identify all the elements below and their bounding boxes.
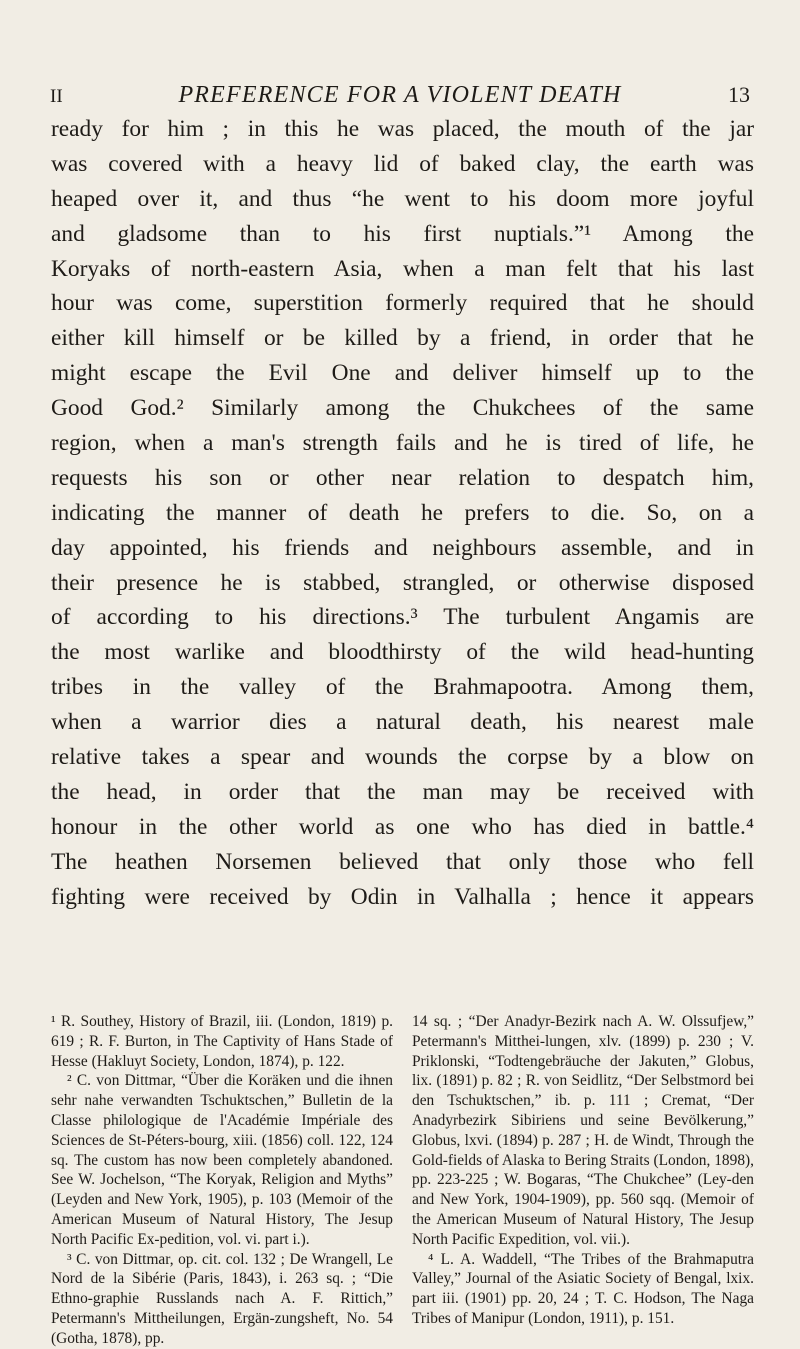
footnotes-left-column xyxy=(51,1012,393,1349)
footnotes-right-column xyxy=(412,1012,754,1349)
running-title: PREFERENCE FOR A VIOLENT DEATH xyxy=(178,82,622,108)
text-line: ready for him ; in this he was placed, the mouth of the jar xyxy=(51,116,754,142)
text-line: when a warrior dies a natural death, his nearest male xyxy=(51,709,754,736)
text-line: their presence he is stabbed, strangled, or otherwise disposed xyxy=(51,569,754,596)
text-line: requests his son or other near relation to despatch him, xyxy=(51,464,754,491)
text-line: of according to his directions.³ The turbulent Angamis are xyxy=(51,604,754,631)
text-line: region, when a man's strength fails and he is tired of life, he xyxy=(51,430,754,457)
footnote-4: ⁴ L. A. Waddell, “The Tribes of the Brahmaputra Valley,” Journal of the Asiatic Society of Bengal, lxix. part iii. (1901) pp. 20, 24 ; T. C. Hodson, The Naga Tribes of Manipur (London, 1911), p. 151. xyxy=(412,1250,754,1327)
footnotes xyxy=(51,1012,754,1349)
text-line: Good God.² Similarly among the Chukchees of the same xyxy=(51,395,754,422)
text-line: the most warlike and bloodthirsty of the wild head-hunting xyxy=(51,639,754,666)
text-line: relative takes a spear and wounds the corpse by a blow on xyxy=(51,744,754,771)
text-line: hour was come, superstition formerly required that he should xyxy=(51,290,754,317)
footnote-2: ² C. von Dittmar, “Über die Koräken und die ihnen sehr nahe verwandten Tschuktschen,” Bulletin de la Classe philologique de l'Académie Impériale des Sciences de St-Péters-bourg, xiii. (1856) coll. 122, 124 sq. The custom has now been completely abandoned. See W. Jochelson, “The Koryak, Religion and Myths” (Leyden and New York, 1905), p. 103 (Memoir of the American Museum of Natural History, The Jesup North Pacific Ex-pedition, vol. vi. part i.). xyxy=(51,1072,393,1248)
text-line: indicating the manner of death he prefers to die. So, on a xyxy=(51,499,754,526)
text-line: tribes in the valley of the Brahmapootra. Among them, xyxy=(51,674,754,701)
main-text xyxy=(51,112,754,914)
footnote-3: ³ C. von Dittmar, op. cit. col. 132 ; De Wrangell, Le Nord de la Sibérie (Paris, 1843), i. 263 sq. ; “Die Ethno-graphie Russlands nach A. F. Rittich,” Petermann's Mittheilungen, Ergän-zungsheft, No. 54 (Gotha, 1878), pp. xyxy=(51,1250,393,1347)
text-line: either kill himself or be killed by a friend, in order that he xyxy=(51,325,754,352)
text-line: and gladsome than to his first nuptials.”¹ Among the xyxy=(51,220,754,247)
chapter-number: II xyxy=(50,86,63,107)
text-line: The heathen Norsemen believed that only those who fell xyxy=(51,848,754,875)
running-header xyxy=(50,82,750,112)
text-line: day appointed, his friends and neighbours assemble, and in xyxy=(51,534,754,561)
text-line: might escape the Evil One and deliver himself up to the xyxy=(51,360,754,387)
footnote-1: ¹ R. Southey, History of Brazil, iii. (London, 1819) p. 619 ; R. F. Burton, in The Captivity of Hans Stade of Hesse (Hakluyt Society, London, 1874), p. 122. xyxy=(51,1013,393,1070)
text-line: the head, in order that the man may be received with xyxy=(51,778,754,805)
text-line: honour in the other world as one who has died in battle.⁴ xyxy=(51,813,754,840)
text-line: Koryaks of north-eastern Asia, when a man felt that his last xyxy=(51,255,754,282)
footnote-3-continued: 14 sq. ; “Der Anadyr-Bezirk nach A. W. Olssufjew,” Petermann's Mitthei-lungen, xlv. (1899) p. 230 ; V. Priklonski, “Todtengebräuche der Jakuten,” Globus, lix. (1891) p. 82 ; R. von Seidlitz, “Der Selbstmord bei den Tschuktschen,” ib. p. 111 ; Cremat, “Der Anadyrbezirk Sibiriens und seine Bevölkerung,” Globus, lxvi. (1894) p. 287 ; H. de Windt, Through the Gold-fields of Alaska to Bering Straits (London, 1898), pp. 223-225 ; W. Bogaras, “The Chukchee” (Ley-den and New York, 1904-1909), pp. 560 sqq. (Memoir of the American Museum of Natural History, The Jesup North Pacific Expedition, vol. vii.). xyxy=(412,1013,754,1248)
page-number: 13 xyxy=(728,82,750,107)
text-line: heaped over it, and thus “he went to his doom more joyful xyxy=(51,185,754,212)
text-line: fighting were received by Odin in Valhalla ; hence it appears xyxy=(51,883,754,910)
text-line: was covered with a heavy lid of baked clay, the earth was xyxy=(51,150,754,177)
